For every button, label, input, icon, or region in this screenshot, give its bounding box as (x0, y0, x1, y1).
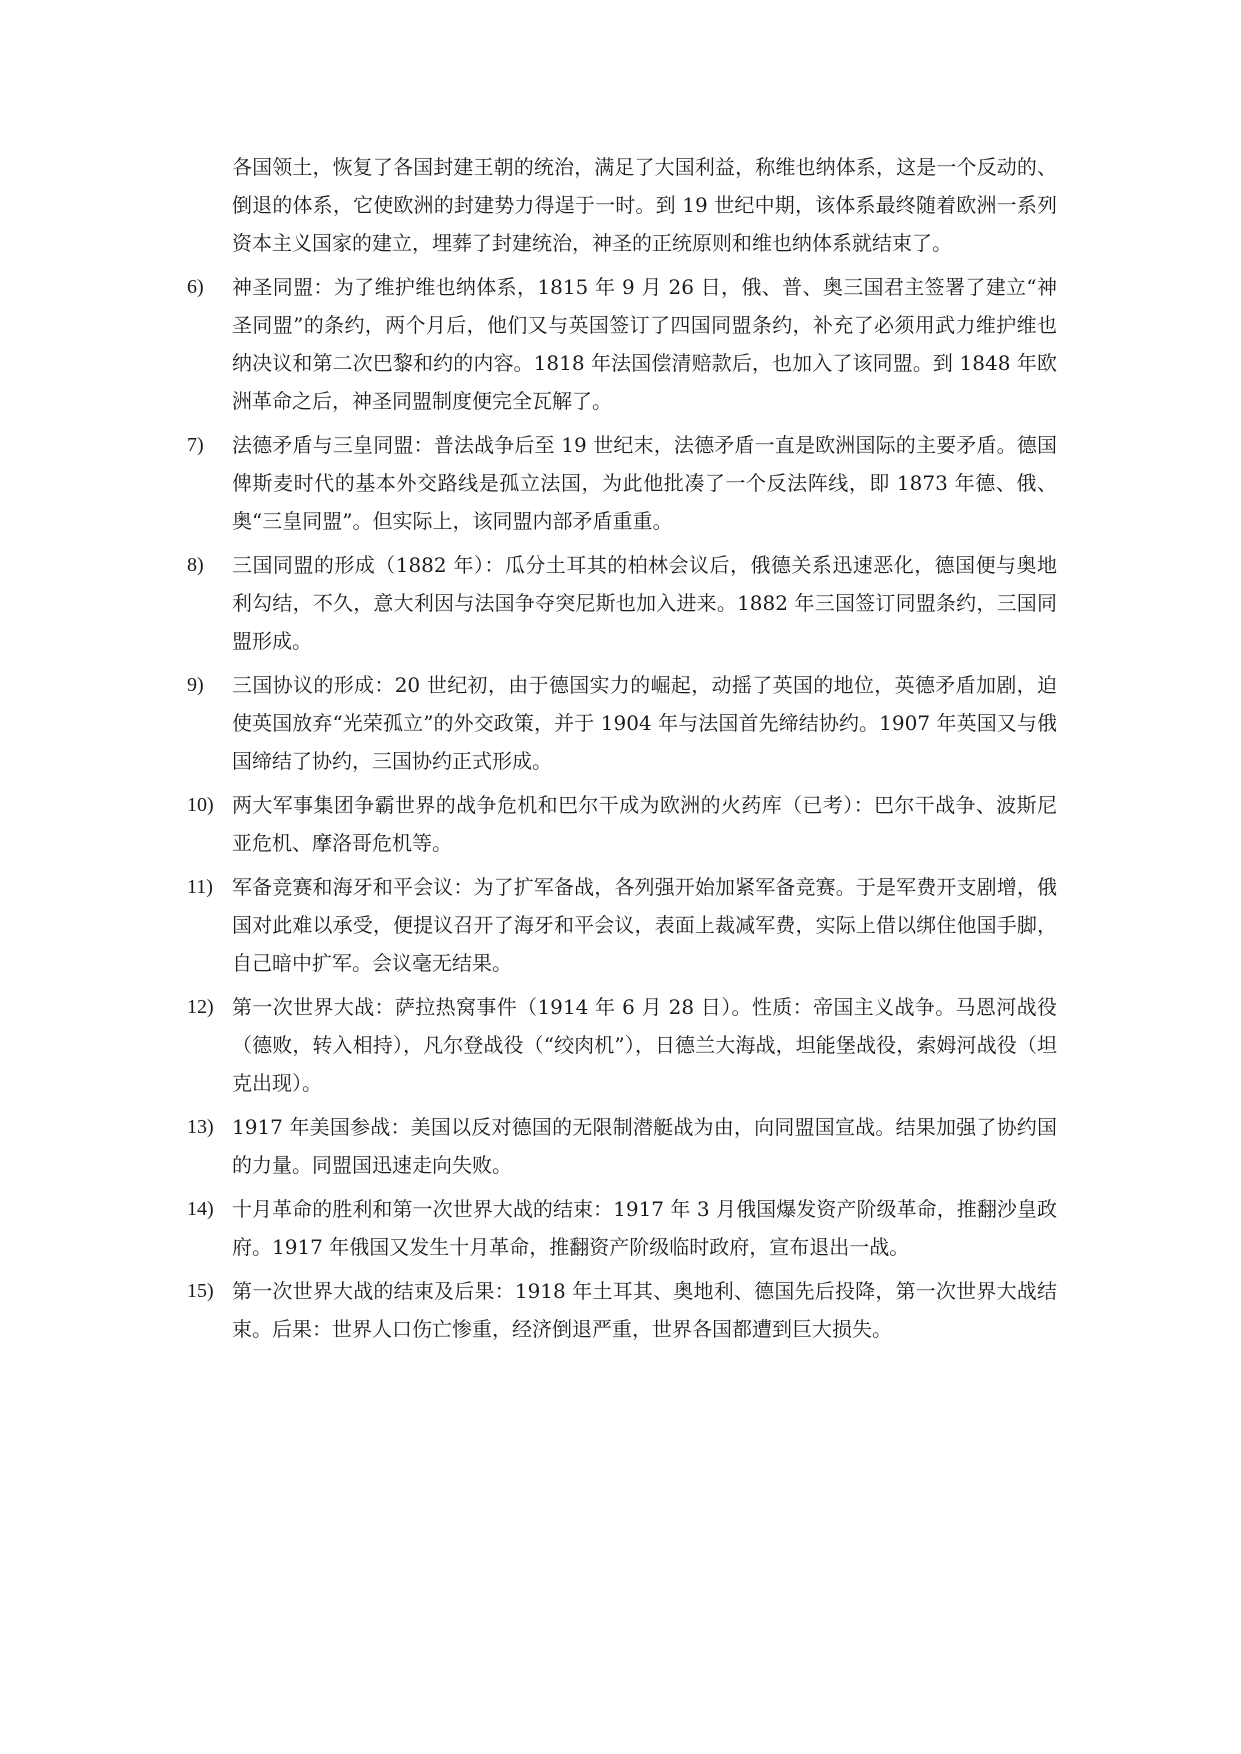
list-item (187, 666, 1057, 780)
list-item-text: 法德矛盾与三皇同盟：普法战争后至 19 世纪末，法德矛盾一直是欧洲国际的主要矛盾。德国俾斯麦时代的基本外交路线是孤立法国，为此他批凑了一个反法阵线，即 1873 年德、俄、奥“三皇同盟”。但实际上，该同盟内部矛盾重重。 (232, 433, 1057, 533)
list-item-text: 三国协议的形成：20 世纪初，由于德国实力的崛起，动摇了英国的地位，英德矛盾加剧，迫使英国放弃“光荣孤立”的外交政策，并于 1904 年与法国首先缔结协约。1907 年英国又与俄国缔结了协约，三国协约正式形成。 (232, 673, 1057, 773)
list-item-number: 10) (187, 794, 214, 816)
list-item-number: 6) (187, 276, 204, 298)
list-item-number: 12) (187, 996, 214, 1018)
list-item (187, 426, 1057, 540)
list-item (187, 988, 1057, 1102)
list-item-text: 三国同盟的形成（1882 年）：瓜分土耳其的柏林会议后，俄德关系迅速恶化，德国便与奥地利勾结，不久，意大利因与法国争夺突尼斯也加入进来。1882 年三国签订同盟条约，三国同盟形成。 (232, 553, 1057, 653)
list-item (187, 868, 1057, 982)
list-item-number: 15) (187, 1280, 214, 1302)
list-item-text: 军备竞赛和海牙和平会议：为了扩军备战，各列强开始加紧军备竞赛。于是军费开支剧增，俄国对此难以承受，便提议召开了海牙和平会议，表面上裁减军费，实际上借以绑住他国手脚，自己暗中扩军。会议毫无结果。 (232, 875, 1057, 975)
list-item (187, 786, 1057, 862)
list-item-text: 第一次世界大战的结束及后果：1918 年土耳其、奥地利、德国先后投降，第一次世界大战结束。后果：世界人口伤亡惨重，经济倒退严重，世界各国都遭到巨大损失。 (232, 1279, 1057, 1341)
list-item-number: 8) (187, 554, 204, 576)
list-item-text: 第一次世界大战：萨拉热窝事件（1914 年 6 月 28 日）。性质：帝国主义战争。马恩河战役（德败，转入相持），凡尔登战役（“绞肉机”），日德兰大海战，坦能堡战役，索姆河战役（坦克出现）。 (232, 995, 1057, 1095)
list-item-text: 1917 年美国参战：美国以反对德国的无限制潜艇战为由，向同盟国宣战。结果加强了协约国的力量。同盟国迅速走向失败。 (232, 1115, 1057, 1177)
list-item (187, 1272, 1057, 1348)
continuation-paragraph: 各国领土，恢复了各国封建王朝的统治，满足了大国利益，称维也纳体系，这是一个反动的、倒退的体系，它使欧洲的封建势力得逞于一时。到 19 世纪中期，该体系最终随着欧洲一系列资本主义国家的建立，埋葬了封建统治，神圣的正统原则和维也纳体系就结束了。 (232, 155, 1057, 255)
list-item (187, 1108, 1057, 1184)
list-item-number: 9) (187, 674, 204, 696)
list-item-number: 13) (187, 1116, 214, 1138)
numbered-list (187, 268, 1057, 1348)
list-item-text: 十月革命的胜利和第一次世界大战的结束：1917 年 3 月俄国爆发资产阶级革命，推翻沙皇政府。1917 年俄国又发生十月革命，推翻资产阶级临时政府，宣布退出一战。 (232, 1197, 1057, 1259)
list-item-number: 11) (187, 876, 213, 898)
list-item (187, 268, 1057, 420)
list-item-text: 神圣同盟：为了维护维也纳体系，1815 年 9 月 26 日，俄、普、奥三国君主签署了建立“神圣同盟”的条约，两个月后，他们又与英国签订了四国同盟条约，补充了必须用武力维护维也纳决议和第二次巴黎和约的内容。1818 年法国偿清赔款后，也加入了该同盟。到 1848 年欧洲革命之后，神圣同盟制度便完全瓦解了。 (232, 275, 1057, 413)
list-item-number: 7) (187, 434, 204, 456)
page-content (187, 148, 1057, 1348)
list-item (187, 546, 1057, 660)
list-item-number: 14) (187, 1198, 214, 1220)
list-item-text: 两大军事集团争霸世界的战争危机和巴尔干成为欧洲的火药库（已考）：巴尔干战争、波斯尼亚危机、摩洛哥危机等。 (232, 793, 1057, 855)
list-item (187, 1190, 1057, 1266)
